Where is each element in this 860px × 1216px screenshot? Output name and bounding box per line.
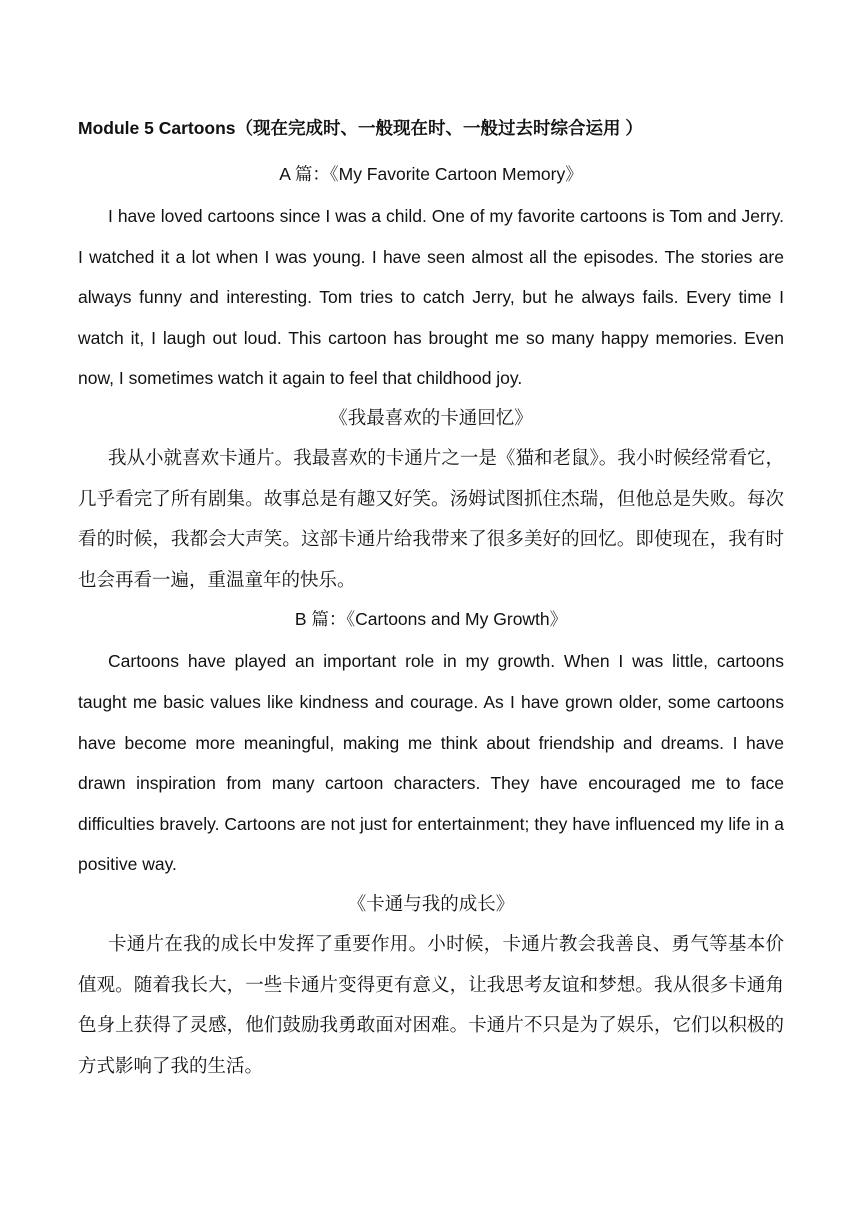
section-b-chinese-heading: 《卡通与我的成长》 — [347, 893, 515, 915]
section-b-heading: B 篇：《Cartoons and My Growth》 — [294, 609, 568, 630]
section-b-chinese-paragraph: 卡通片在我的成长中发挥了重要作用。小时候，卡通片教会我善良、勇气等基本价值观。随着我长大，一些卡通片变得更有意义，让我思考友谊和梦想。我从很多卡通角色身上获得了灵感，他们鼓励我勇敢面对困难。卡通片不只是为了娱乐，它们以积极的方式影响了我的生活。 — [78, 933, 784, 1077]
section-a-chinese-paragraph: 我从小就喜欢卡通片。我最喜欢的卡通片之一是《猫和老鼠》。我小时候经常看它，几乎看完了所有剧集。故事总是有趣又好笑。汤姆试图抓住杰瑞，但他总是失败。每次看的时候，我都会大声笑。这部卡通片给我带来了很多美好的回忆。即使现在，我有时也会再看一遍，重温童年的快乐。 — [78, 447, 784, 591]
document-title: Module 5 Cartoons（现在完成时、一般现在时、一般过去时综合运用 ） — [78, 118, 643, 138]
section-a — [78, 156, 784, 601]
section-b-english-paragraph: Cartoons have played an important role in my growth. When I was little, cartoons taught me basic values like kindness and courage. As I have grown older, some cartoons have become more meaningful, making me think about friendship and dreams. I have drawn inspiration from many cartoon characters. They have encouraged me to face difficulties bravely. Cartoons are not just for entertainment; they have influenced my life in a positive way. — [78, 651, 784, 875]
section-b — [78, 601, 784, 1087]
section-a-chinese-heading: 《我最喜欢的卡通回忆》 — [329, 407, 533, 429]
section-a-english-paragraph: I have loved cartoons since I was a child. One of my favorite cartoons is Tom and Jerry. I watched it a lot when I was young. I have seen almost all the episodes. The stories are always funny and interesting. Tom tries to catch Jerry, but he always fails. Every time I watch it, I laugh out loud. This cartoon has brought me so many happy memories. Even now, I sometimes watch it again to feel that childhood joy. — [78, 206, 784, 389]
document-page — [78, 112, 784, 1087]
section-a-heading: A 篇：《My Favorite Cartoon Memory》 — [279, 164, 583, 184]
